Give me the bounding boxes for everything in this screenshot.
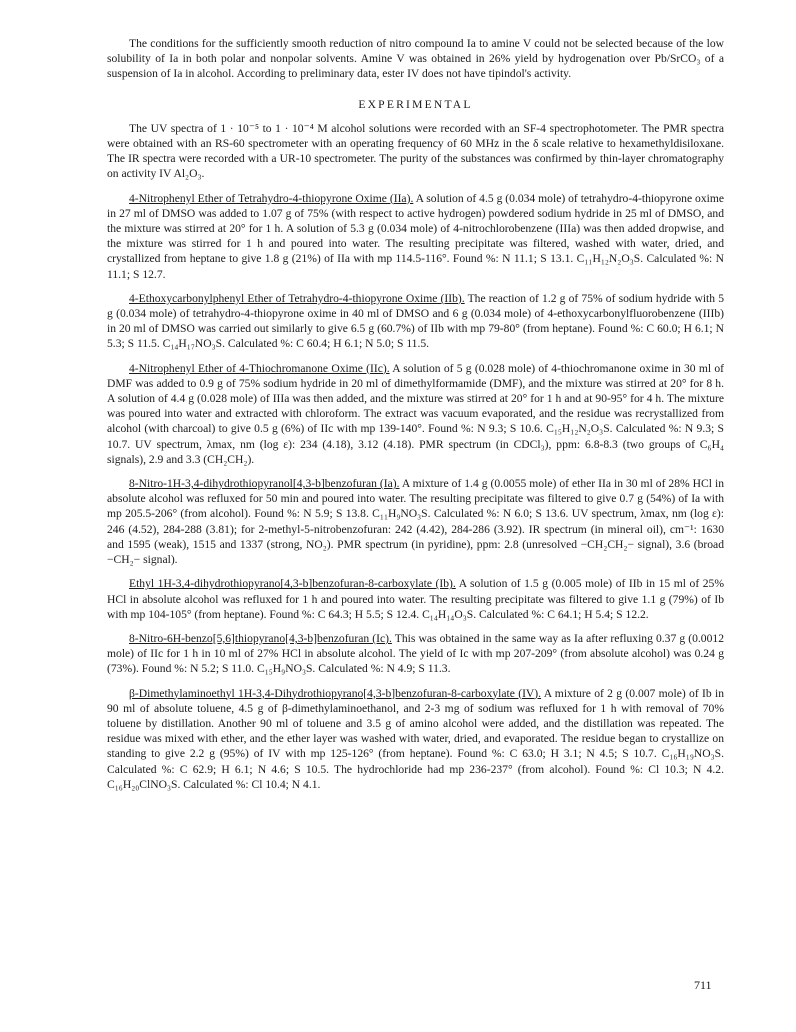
- section-ic: [107, 631, 724, 677]
- section-iic: [107, 361, 724, 467]
- section-iib-title: 4-Ethoxycarbonylphenyl Ether of Tetrahydro-4-thiopyrone Oxime (IIb).: [129, 291, 465, 305]
- section-ia: [107, 476, 724, 567]
- section-iv-body: A mixture of 2 g (0.007 mole) of Ib in 90 ml of absolute toluene, 4.5 g of β-dimethylaminoethanol, and 2-3 mg of sodium was refluxed for 1 h with removal of 70% toluene by distillation. Another 90 ml of toluene and 3.5 g of amino alcohol were added, and the distillation was repeated. The residue was mixed with ether, and the ether layer was washed with water, dried, and evaporated. The residue began to crystallize on standing to give 2.2 g (95%) of IV with mp 125-126° (from heptane). Found %: C 63.0; H 3.1; N 4.5; S 10.7. C₁₆H₁₉NO₃S. Calculated %: C 62.9; H 6.1; N 4.6; S 10.5. The hydrochloride had mp 236-237° (from alcohol). Found %: Cl 10.3; N 4.2. C₁₆H₂₀ClNO₃S. Calculated %: Cl 10.4; N 4.1.: [107, 686, 724, 791]
- section-ib-title: Ethyl 1H-3,4-dihydrothiopyrano[4,3-b]benzofuran-8-carboxylate (Ib).: [129, 577, 456, 591]
- section-iv-title: β-Dimethylaminoethyl 1H-3,4-Dihydrothiopyrano[4,3-b]benzofuran-8-carboxylate (IV).: [129, 686, 542, 700]
- section-ia-body: A mixture of 1.4 g (0.0055 mole) of ether IIa in 30 ml of 28% HCl in absolute alcohol was refluxed for 50 min and poured into water. The resulting precipitate was filtered to give 0.7 g (54%) of Ia with mp 205.5-206° (from alcohol). Found %: N 5.9; S 13.8. C₁₁H₉NO₃S. Calculated %: N 6.0; S 13.6. UV spectrum, λmax, nm (log ε): 246 (4.52), 284-288 (3.81); for 2-methyl-5-nitrobenzofuran: 242 (4.42), 284-286 (3.92). IR spectrum (in mineral oil), cm⁻¹: 1630 and 1595 (weak), 1515 and 1337 (strong, NO₂). PMR spectrum (in pyridine), ppm: 2.8 (unresolved −CH₂CH₂− signal), 3.6 (broad −CH₂− signal).: [107, 477, 724, 567]
- page-number: 711: [694, 978, 712, 992]
- section-iia: [107, 191, 724, 282]
- section-iia-body: A solution of 4.5 g (0.034 mole) of tetrahydro-4-thiopyrone oxime in 27 ml of DMSO was added to 1.07 g of 75% (with respect to active hydrogen) powdered sodium hydride in 25 ml of DMSO, and the mixture was stirred at 20° for 1 h. A solution of 5.3 g (0.034 mole) of 4-nitrochlorobenzene (IIIa) was then added dropwise, and the mixture was stirred for 1 h and poured into water. The resulting precipitate was filtered, washed with water, dried, and crystallized from heptane to give 1.8 g (21%) of IIa with mp 114.5-116°. Found %: N 11.1; S 13.1. C₁₁H₁₂N₂O₃S. Calculated %: N 11.1; S 12.7.: [107, 191, 724, 281]
- experimental-heading: EXPERIMENTAL: [358, 97, 473, 111]
- section-iib: [107, 291, 724, 352]
- section-iib-body: The reaction of 1.2 g of 75% of sodium hydride with 5 g (0.034 mole) of tetrahydro-4-thiopyrone oxime in 40 ml of DMSO and 6 g (0.034 mole) of 4-ethoxycarbonylfluorobenzene (IIIb) in 20 ml of DMSO was carried out similarly to give 6.5 g (60.7%) of IIb with mp 79-80° (from heptane). Found %: C 60.0; H 6.1; N 5.3; S 11.5. C₁₄H₁₇NO₃S. Calculated %: C 60.4; H 6.1; N 5.0; S 11.5.: [107, 291, 724, 351]
- section-iic-title: 4-Nitrophenyl Ether of 4-Thiochromanone Oxime (IIc).: [129, 361, 390, 375]
- section-ia-title: 8-Nitro-1H-3,4-dihydrothiopyranol[4,3-b]benzofuran (Ia).: [129, 477, 400, 491]
- section-iic-body: A solution of 5 g (0.028 mole) of 4-thiochromanone oxime in 30 ml of DMF was added to 0.9 g of 75% sodium hydride in 20 ml of dimethylformamide (DMF), and the mixture was stirred at 20° for 8 h. A solution of 4.4 g (0.028 mole) of IIIa was then added, and the mixture was stirred at 20° for 1 h and at 90-95° for 4 h. The mixture was poured into water and extracted with chloroform. The extract was vacuum evaporated, and the residue was recrystallized from alcohol (with charcoal) to give 0.5 g (6%) of IIc with mp 139-140°. Found %: N 9.3; S 10.6. C₁₅H₁₂N₂O₃S. Calculated %: N 9.3; S 10.7. UV spectrum, λmax, nm (log ε): 234 (4.18), 3.12 (4.18). PMR spectrum (in CDCl₃), ppm: 6.8-8.3 (two groups of C₆H₄ signals), 2.9 and 3.3 (CH₂CH₂).: [107, 361, 725, 466]
- section-ib: [107, 576, 724, 622]
- experimental-general-paragraph: The UV spectra of 1 · 10⁻⁵ to 1 · 10⁻⁴ M alcohol solutions were recorded with an SF-4 spectrophotometer. The PMR spectra were obtained with an RS-60 spectrometer with an operating frequency of 60 MHz in the δ scale relative to hexamethyldisiloxane. The IR spectra were recorded with a UR-10 spectrometer. The purity of the substances was confirmed by thin-layer chromatography on activity IV Al₂O₃.: [107, 121, 724, 181]
- page-body: [107, 36, 724, 792]
- intro-paragraph: The conditions for the sufficiently smooth reduction of nitro compound Ia to amine V could not be selected because of the low solubility of Ia in both polar and nonpolar solvents. Amine V was obtained in 26% yield by hydrogenation over Pb/SrCO₃ of a suspension of Ia in alcohol. According to preliminary data, ester IV does not have tipindol's activity.: [107, 37, 724, 81]
- section-ic-body: This was obtained in the same way as Ia after refluxing 0.37 g (0.0012 mole) of IIc for 1 h in 10 ml of 27% HCl in absolute alcohol. The yield of Ic with mp 207-209° (from absolute alcohol) was 0.24 g (73%). Found %: N 5.2; S 11.0. C₁₅H₉NO₃S. Calculated %: N 4.9; S 11.3.: [107, 631, 724, 676]
- section-iv: [107, 686, 724, 792]
- section-iia-title: 4-Nitrophenyl Ether of Tetrahydro-4-thiopyrone Oxime (IIa).: [129, 191, 414, 205]
- section-ic-title: 8-Nitro-6H-benzo[5,6]thiopyrano[4,3-b]benzofuran (Ic).: [129, 631, 392, 645]
- section-ib-body: A solution of 1.5 g (0.005 mole) of IIb in 15 ml of 25% HCl in absolute alcohol was refluxed for 1 h and poured into water. The resulting precipitate was filtered to give 1.1 g (79%) of Ib with mp 104-105° (from heptane). Found %: C 64.3; H 5.5; S 12.4. C₁₄H₁₄O₃S. Calculated %: C 64.1; H 5.4; S 12.2.: [107, 577, 725, 621]
